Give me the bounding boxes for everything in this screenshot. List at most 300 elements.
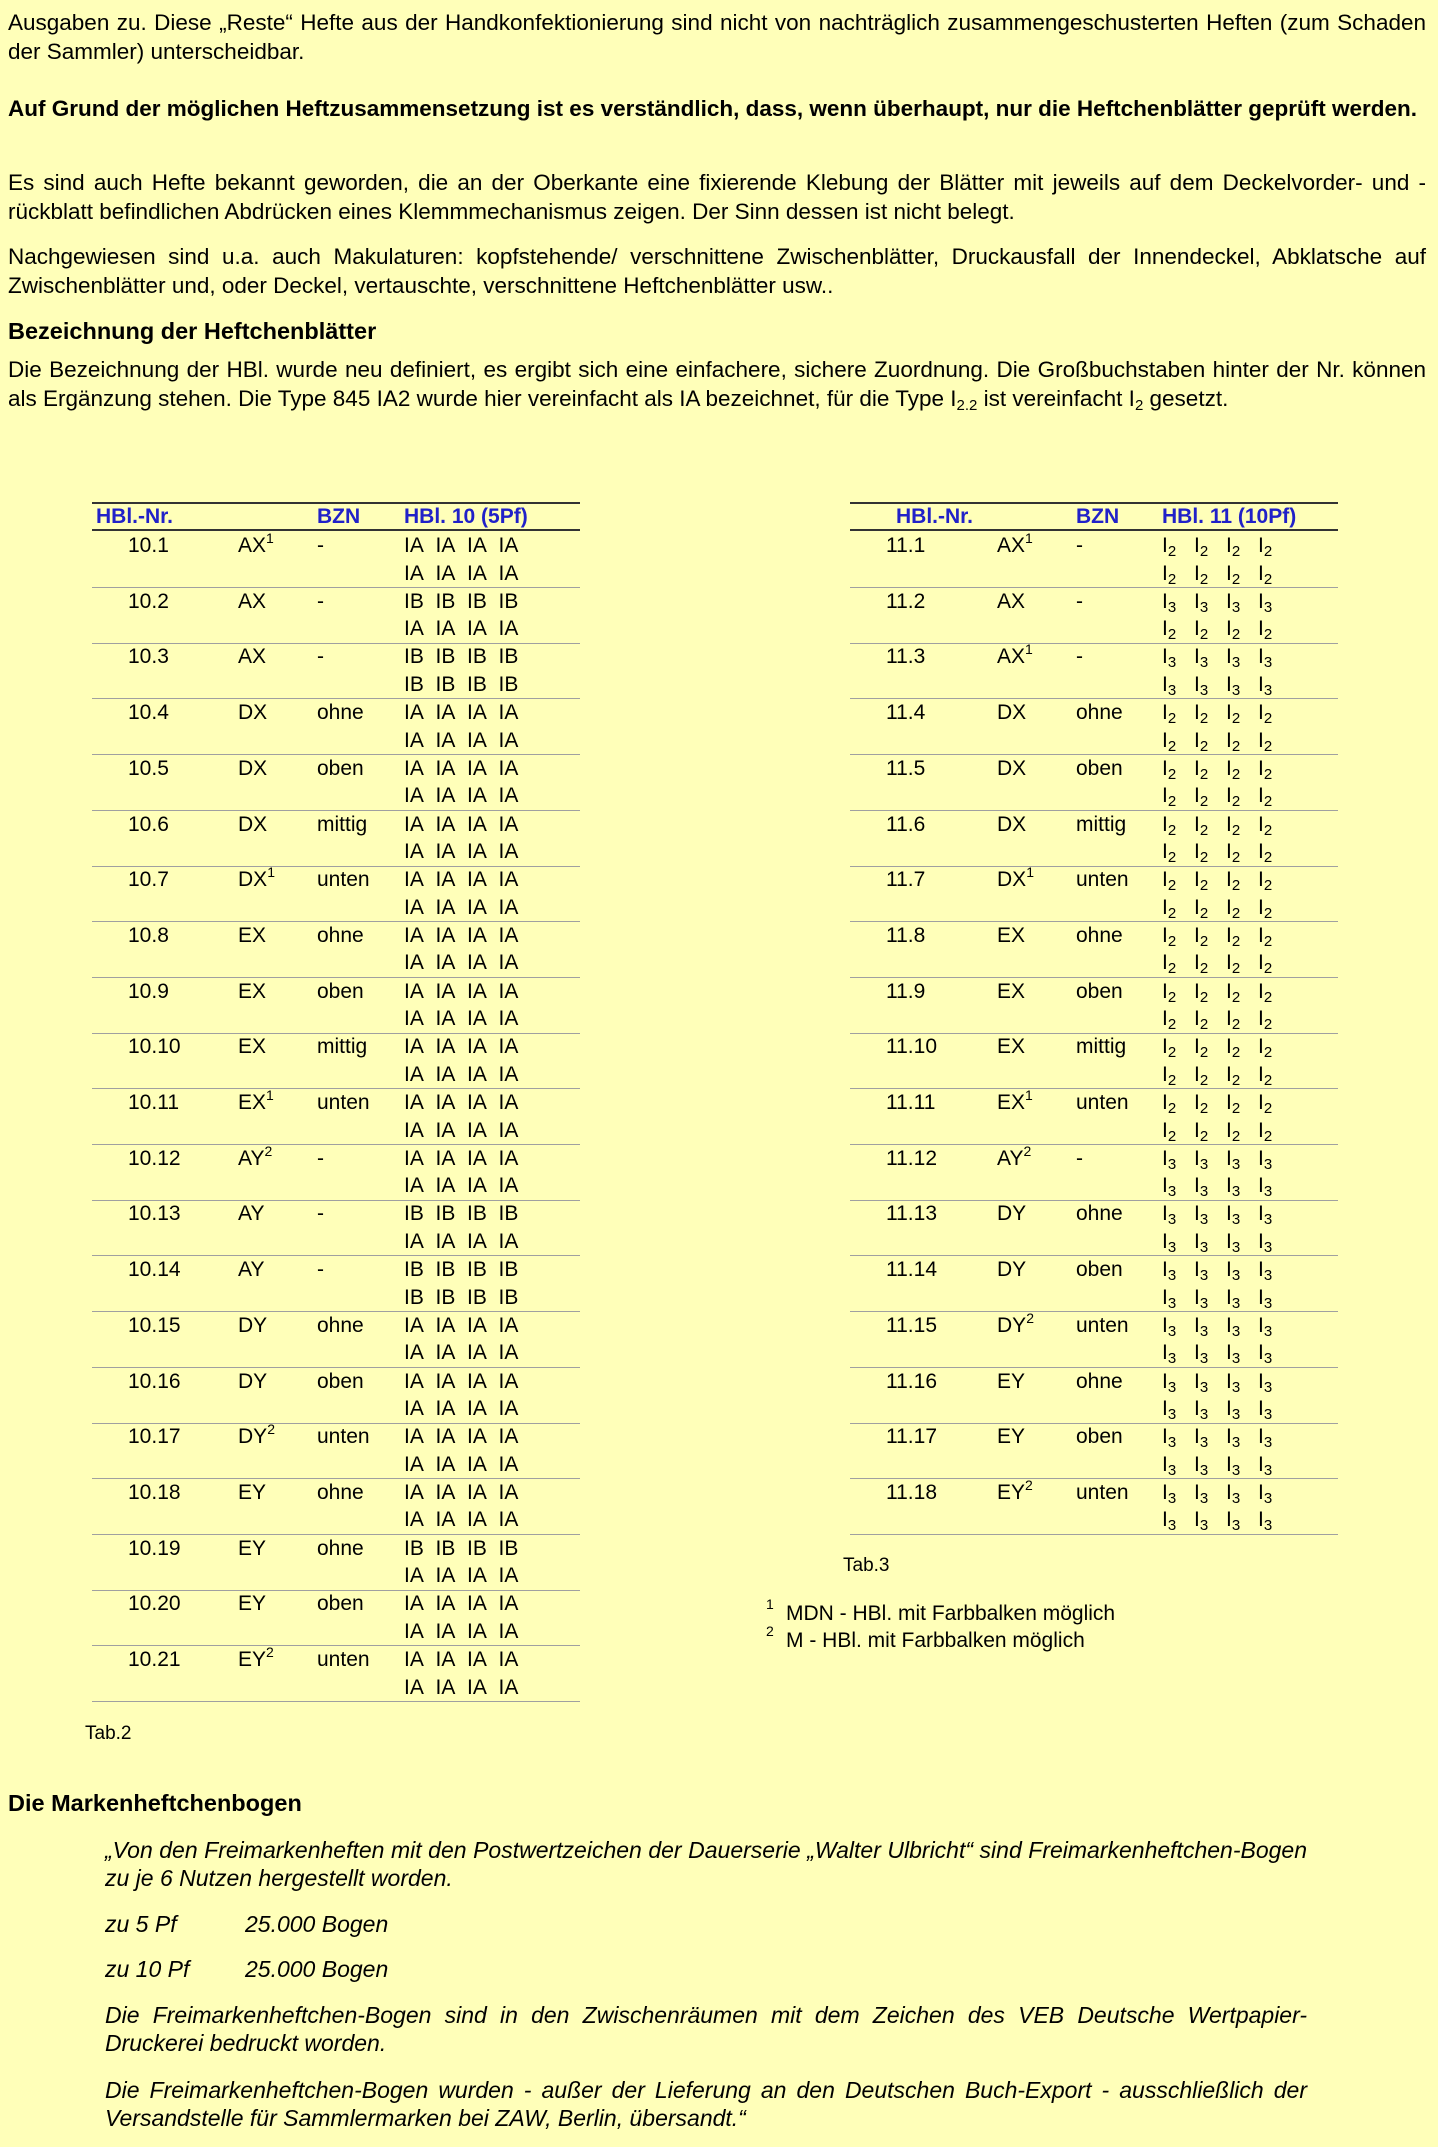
type-subscript: 3 <box>1263 1183 1273 1201</box>
row-bzn: unten <box>1076 868 1129 892</box>
row-type-cell: IA <box>404 1091 424 1114</box>
row-type-cell: IB <box>467 1258 487 1282</box>
row-type-cell <box>1258 1453 1272 1477</box>
row-type-cell <box>1194 1397 1208 1421</box>
row-type-cell <box>1162 924 1176 948</box>
type-letter: I <box>1226 672 1232 696</box>
type-letter: I <box>1258 1313 1264 1337</box>
type-subscript: 3 <box>1199 1155 1209 1173</box>
type-subscript: 2 <box>1167 904 1177 922</box>
row-type-cell <box>1226 1341 1241 1368</box>
row-code <box>238 645 266 669</box>
row-type-cell <box>1226 701 1241 728</box>
type-subscript: 2 <box>1231 1127 1241 1145</box>
type-subscript: 2 <box>1231 737 1241 755</box>
row-bzn: unten <box>1076 1313 1129 1337</box>
type-subscript: 3 <box>1231 1378 1241 1396</box>
type-subscript: 2 <box>1199 710 1209 728</box>
table-row <box>850 1423 1338 1479</box>
type-letter: I <box>1258 1258 1264 1282</box>
type-subscript: 2 <box>1199 988 1209 1006</box>
row-type-cell <box>1162 701 1177 728</box>
row-code-text: AX <box>238 645 267 669</box>
paragraph-bezeichnung-text-c: gesetzt. <box>1143 386 1229 411</box>
type-letter: I <box>1162 868 1168 892</box>
row-number: 10.5 <box>128 756 169 780</box>
row-type-cell: IB <box>498 1258 519 1282</box>
header-hbl-10: HBl. 10 (5Pf) <box>404 505 528 528</box>
row-type-cell: IA <box>404 1425 424 1449</box>
row-code-text: DX <box>238 701 268 725</box>
row-bzn: ohne <box>317 923 364 947</box>
row-bzn: unten <box>317 1425 370 1449</box>
table-row <box>92 922 580 978</box>
row-code <box>997 1425 1025 1449</box>
row-type-cell: IA <box>435 1592 456 1616</box>
row-type-cell <box>1258 1147 1272 1171</box>
row-type-cell <box>1162 896 1176 920</box>
type-subscript: 3 <box>1199 1294 1209 1312</box>
row-type-cell <box>1226 1147 1240 1171</box>
row-type-cell: IA <box>404 1146 424 1170</box>
row-type-cell <box>1258 924 1272 948</box>
row-code-text: DX <box>238 868 268 892</box>
type-subscript: 3 <box>1231 1322 1241 1340</box>
type-letter: I <box>1194 1285 1200 1309</box>
row-type-cell: IA <box>467 1369 487 1393</box>
row-type-cell <box>1194 1174 1209 1201</box>
type-subscript: 2 <box>1167 737 1177 755</box>
heading-bezeichnung: Bezeichnung der Heftchenblätter <box>8 318 377 344</box>
row-type-cell <box>1194 784 1209 811</box>
type-letter: I <box>1258 868 1264 892</box>
type-letter: I <box>1162 1091 1168 1114</box>
row-type-cell: IA <box>498 951 519 975</box>
row-bzn: ohne <box>317 701 364 725</box>
row-type-cell <box>1162 1314 1176 1338</box>
row-type-cell: IA <box>467 1452 487 1476</box>
type-letter: I <box>1162 1035 1168 1059</box>
row-type-cell: IA <box>467 561 487 585</box>
row-type-cell: IA <box>498 1480 519 1504</box>
type-subscript: 3 <box>1263 654 1273 672</box>
row-type-cell: IA <box>498 868 519 892</box>
row-type-cell <box>1226 645 1241 672</box>
row-code-text: AX <box>997 534 1026 557</box>
type-subscript: 2 <box>1167 570 1177 588</box>
row-type-cell: IA <box>435 812 456 836</box>
row-code <box>997 1202 1026 1226</box>
row-type-cell <box>1162 562 1176 586</box>
type-letter: I <box>1226 895 1232 919</box>
type-subscript: 2 <box>1167 932 1177 950</box>
row-type-cell: IA <box>467 1675 487 1699</box>
row-type-cell: IA <box>498 1592 519 1616</box>
type-subscript: 2 <box>1231 932 1241 950</box>
header-bzn: BZN <box>1076 505 1120 528</box>
row-number: 11.12 <box>886 1146 937 1170</box>
type-letter: I <box>1258 589 1264 613</box>
row-number: 10.13 <box>128 1202 181 1226</box>
row-type-cell: IA <box>498 979 519 1003</box>
type-letter: I <box>1162 728 1168 752</box>
row-type-cell <box>1258 1258 1273 1285</box>
row-type-cell: IB <box>435 1536 456 1560</box>
type-subscript: 3 <box>1199 1211 1209 1229</box>
row-type-cell: IA <box>435 1425 456 1449</box>
row-type-cell <box>1258 1425 1273 1452</box>
row-type-cell: IA <box>498 1035 519 1059</box>
type-letter: I <box>1226 923 1232 947</box>
row-type-cell: IA <box>498 756 519 780</box>
row-type-cell <box>1162 1341 1177 1368</box>
type-letter: I <box>1194 1425 1200 1449</box>
row-type-cell <box>1258 590 1272 614</box>
type-subscript: 2 <box>1263 626 1273 644</box>
type-letter: I <box>1226 951 1232 975</box>
table-row <box>92 978 580 1034</box>
type-letter: I <box>1162 1369 1168 1393</box>
row-number: 11.17 <box>886 1425 937 1449</box>
table-row <box>92 1312 580 1368</box>
row-number: 10.8 <box>128 923 169 947</box>
type-subscript: 3 <box>1263 598 1273 616</box>
type-subscript: 2 <box>1231 849 1241 866</box>
type-letter: I <box>1162 672 1168 696</box>
row-type-cell: IB <box>498 1536 519 1560</box>
row-number: 11.18 <box>886 1480 937 1504</box>
type-subscript: 2 <box>1199 793 1209 811</box>
table-row <box>92 1646 580 1702</box>
row-type-cell: IA <box>404 812 424 836</box>
type-letter: I <box>1258 951 1264 975</box>
row-code-footnote-mark: 2 <box>1023 1142 1032 1159</box>
type-letter: I <box>1258 1146 1264 1170</box>
type-subscript: 3 <box>1231 1183 1241 1201</box>
type-subscript: 3 <box>1231 1155 1241 1173</box>
row-type-cell: IA <box>467 1091 487 1114</box>
row-type-cell: IA <box>435 1397 456 1420</box>
row-type-cell: IA <box>404 701 424 725</box>
row-type-cell: IB <box>404 1536 424 1560</box>
row-type-cell <box>1162 1481 1176 1505</box>
row-number: 11.9 <box>886 979 926 1003</box>
row-type-cell <box>1162 1286 1176 1310</box>
table-row <box>92 1423 580 1479</box>
row-code <box>238 864 275 892</box>
row-type-cell: IA <box>498 561 519 585</box>
row-type-cell: IA <box>404 756 424 780</box>
type-subscript: 3 <box>1199 681 1209 699</box>
row-code-text: AX <box>238 589 267 613</box>
row-type-cell <box>1258 1035 1273 1062</box>
row-type-cell <box>1194 562 1208 586</box>
row-code <box>238 590 266 614</box>
row-type-cell: IA <box>498 1313 519 1337</box>
row-bzn: mittig <box>1076 1035 1127 1059</box>
row-type-cell: IA <box>467 1508 487 1532</box>
row-number: 10.21 <box>128 1648 181 1671</box>
row-type-cell: IB <box>404 645 424 669</box>
type-letter: I <box>1194 1035 1200 1059</box>
row-type-cell: IA <box>467 1648 487 1671</box>
header-hbl-nr: HBl.-Nr. <box>96 505 174 528</box>
subscript-2: 2 <box>1134 397 1144 414</box>
row-type-cell: IA <box>404 1619 424 1643</box>
type-subscript: 3 <box>1231 1350 1241 1368</box>
type-letter: I <box>1258 923 1264 947</box>
row-type-cell <box>1194 1341 1209 1368</box>
row-bzn: - <box>317 1202 324 1226</box>
table-row <box>850 922 1338 978</box>
type-subscript: 3 <box>1199 1434 1209 1452</box>
type-subscript: 2 <box>1167 1071 1177 1089</box>
row-type-cell <box>1194 617 1209 644</box>
row-type-cell <box>1162 729 1176 753</box>
row-type-cell <box>1258 617 1273 644</box>
table-hbl-10 <box>92 502 580 1697</box>
row-type-cell: IA <box>498 1341 519 1365</box>
type-subscript: 3 <box>1167 654 1177 672</box>
row-type-cell: IA <box>498 1425 519 1449</box>
row-type-cell: IA <box>435 923 456 947</box>
row-type-cell: IA <box>435 756 456 780</box>
row-code-text: DY <box>997 1313 1027 1337</box>
table-row <box>92 643 580 699</box>
table-row <box>92 1368 580 1424</box>
type-letter: I <box>1162 1508 1168 1532</box>
row-type-cell <box>1194 1453 1208 1477</box>
type-letter: I <box>1226 868 1232 892</box>
type-letter: I <box>1162 756 1168 780</box>
type-subscript: 3 <box>1231 1294 1241 1312</box>
row-number: 10.1 <box>128 534 169 557</box>
type-letter: I <box>1194 1229 1200 1253</box>
row-type-cell: IA <box>435 951 456 975</box>
row-type-cell: IA <box>467 1007 487 1031</box>
row-bzn: mittig <box>1076 812 1127 836</box>
row-code <box>238 1644 274 1672</box>
type-subscript: 2 <box>1167 543 1177 560</box>
type-subscript: 2 <box>1199 1016 1209 1034</box>
row-type-cell <box>1162 1063 1176 1087</box>
row-type-cell <box>1194 813 1208 837</box>
type-letter: I <box>1258 840 1264 863</box>
row-type-cell <box>1226 1063 1240 1087</box>
type-letter: I <box>1162 979 1168 1003</box>
type-letter: I <box>1194 840 1200 863</box>
row-type-cell <box>1162 1147 1176 1171</box>
row-type-cell <box>1226 980 1240 1004</box>
row-type-cell <box>1258 840 1272 864</box>
type-letter: I <box>1162 1313 1168 1337</box>
row-type-cell <box>1258 1007 1273 1034</box>
row-code <box>238 701 267 725</box>
type-subscript: 3 <box>1263 1461 1273 1479</box>
type-letter: I <box>1226 1062 1232 1086</box>
type-subscript: 3 <box>1231 598 1241 616</box>
row-code-footnote-mark: 1 <box>1025 641 1033 658</box>
type-letter: I <box>1226 1146 1232 1170</box>
row-type-cell: IB <box>435 1258 456 1282</box>
row-bzn: oben <box>1076 1258 1123 1282</box>
type-subscript: 2 <box>1199 904 1209 922</box>
row-type-cell <box>1194 1063 1208 1087</box>
type-letter: I <box>1258 1007 1264 1031</box>
footnote-2 <box>766 1623 1085 1653</box>
row-type-cell: IA <box>435 1174 456 1198</box>
type-letter: I <box>1226 561 1232 585</box>
type-letter: I <box>1162 812 1168 836</box>
type-subscript: 2 <box>1263 1071 1273 1089</box>
row-type-cell: IA <box>467 1592 487 1616</box>
type-subscript: 2 <box>1231 821 1241 839</box>
row-type-cell: IA <box>498 784 519 808</box>
row-code-footnote-mark: 2 <box>1025 1476 1033 1493</box>
type-subscript: 3 <box>1199 1183 1209 1201</box>
table-row <box>92 866 580 922</box>
type-letter: I <box>1194 534 1200 557</box>
table-row <box>850 1256 1338 1312</box>
type-letter: I <box>1226 1313 1232 1337</box>
type-letter: I <box>1194 1369 1200 1393</box>
row-type-cell: IA <box>467 1564 487 1588</box>
row-type-cell <box>1258 1202 1273 1229</box>
row-type-cell: IB <box>404 1258 424 1282</box>
type-letter: I <box>1258 1452 1264 1476</box>
row-code-footnote-mark: 1 <box>267 864 275 881</box>
row-code-text: AY <box>238 1258 265 1282</box>
row-type-cell <box>1194 924 1208 948</box>
type-letter: I <box>1258 1229 1264 1253</box>
row-number: 11.10 <box>886 1035 937 1059</box>
row-type-cell: IA <box>467 951 487 975</box>
row-type-cell <box>1162 813 1176 837</box>
type-letter: I <box>1226 645 1232 669</box>
row-type-cell <box>1194 1091 1208 1115</box>
type-subscript: 3 <box>1263 1155 1273 1173</box>
row-code <box>997 530 1033 558</box>
row-code-text: EY <box>238 1648 267 1671</box>
type-subscript: 2 <box>1167 988 1177 1006</box>
row-code <box>997 1476 1033 1505</box>
row-type-cell: IA <box>404 1397 424 1420</box>
row-number: 10.17 <box>128 1425 181 1449</box>
row-code <box>238 1035 266 1059</box>
table-row <box>92 532 580 588</box>
row-number: 10.4 <box>128 701 169 725</box>
type-letter: I <box>1226 1091 1232 1114</box>
type-subscript: 2 <box>1263 988 1273 1006</box>
table-row <box>850 1309 1338 1368</box>
row-number: 11.4 <box>886 701 926 725</box>
row-type-cell <box>1162 590 1176 614</box>
row-type-cell: IA <box>467 1425 487 1449</box>
row-type-cell: IA <box>467 1174 487 1198</box>
type-letter: I <box>1162 1174 1168 1198</box>
row-number: 11.7 <box>886 868 926 892</box>
type-letter: I <box>1258 561 1264 585</box>
type-subscript: 3 <box>1167 1378 1177 1396</box>
row-type-cell <box>1226 840 1240 864</box>
row-type-cell <box>1162 757 1176 781</box>
row-number: 11.11 <box>886 1091 936 1114</box>
type-letter: I <box>1258 1174 1264 1198</box>
row-bzn: oben <box>1076 756 1123 780</box>
type-letter: I <box>1162 1285 1168 1309</box>
row-type-cell: IA <box>404 1592 424 1616</box>
row-code-text: DX <box>238 756 268 780</box>
row-code-footnote-mark: 2 <box>266 1644 274 1660</box>
type-letter: I <box>1226 1425 1232 1449</box>
row-number: 11.15 <box>886 1313 937 1337</box>
type-letter: I <box>1162 1258 1168 1282</box>
row-bzn: ohne <box>1076 1369 1123 1393</box>
type-letter: I <box>1226 1341 1232 1365</box>
row-type-cell: IA <box>404 951 424 975</box>
type-subscript: 3 <box>1199 654 1209 672</box>
row-type-cell: IA <box>498 1675 519 1699</box>
row-type-cell <box>1162 534 1176 558</box>
row-type-cell <box>1226 1425 1241 1452</box>
row-type-cell <box>1162 868 1177 895</box>
row-type-cell <box>1258 1063 1272 1087</box>
row-code-text: EX <box>997 1035 1026 1059</box>
row-type-cell <box>1226 924 1240 948</box>
row-type-cell: IA <box>498 1146 519 1170</box>
row-code <box>997 1309 1034 1338</box>
row-type-cell <box>1226 1453 1240 1477</box>
row-type-cell <box>1226 617 1241 644</box>
type-subscript: 2 <box>1199 765 1209 783</box>
row-type-cell: IB <box>435 645 456 669</box>
row-type-cell <box>1194 896 1208 920</box>
row-type-cell: IA <box>404 1035 424 1059</box>
paragraph-reste: Ausgaben zu. Diese „Reste“ Hefte aus der Handkonfektionierung sind nicht von nachträglich zusammengeschusterten Heften (zum Schaden der Sammler) unterscheidbar. <box>8 10 1426 64</box>
row-number: 10.3 <box>128 645 169 669</box>
row-number: 10.6 <box>128 812 169 836</box>
type-subscript: 2 <box>1231 710 1241 728</box>
row-type-cell: IB <box>467 1285 487 1309</box>
type-subscript: 2 <box>1199 1044 1209 1062</box>
type-letter: I <box>1162 1425 1168 1449</box>
type-subscript: 3 <box>1199 1267 1209 1285</box>
row-type-cell: IA <box>435 840 456 863</box>
type-subscript: 3 <box>1263 1406 1273 1423</box>
type-letter: I <box>1226 1229 1232 1253</box>
table-row <box>850 643 1338 699</box>
row-code-footnote-mark: 1 <box>1025 1087 1033 1103</box>
row-type-cell <box>1226 784 1241 811</box>
row-type-cell <box>1226 673 1240 697</box>
type-letter: I <box>1226 1452 1232 1476</box>
row-code-footnote-mark: 1 <box>266 530 274 546</box>
row-bzn: oben <box>317 1592 364 1616</box>
row-type-cell: IA <box>435 1035 456 1059</box>
type-letter: I <box>1162 1341 1168 1365</box>
row-bzn: unten <box>1076 1480 1129 1504</box>
row-bzn: - <box>317 534 324 557</box>
row-type-cell: IA <box>404 1007 424 1031</box>
row-type-cell: IB <box>404 672 424 696</box>
type-letter: I <box>1162 951 1168 975</box>
row-type-cell: IB <box>467 672 487 696</box>
row-type-cell: IA <box>435 895 456 919</box>
type-letter: I <box>1194 617 1200 641</box>
row-type-cell: IA <box>435 868 456 892</box>
row-type-cell: IA <box>435 1007 456 1031</box>
row-code-text: DX <box>238 812 268 836</box>
